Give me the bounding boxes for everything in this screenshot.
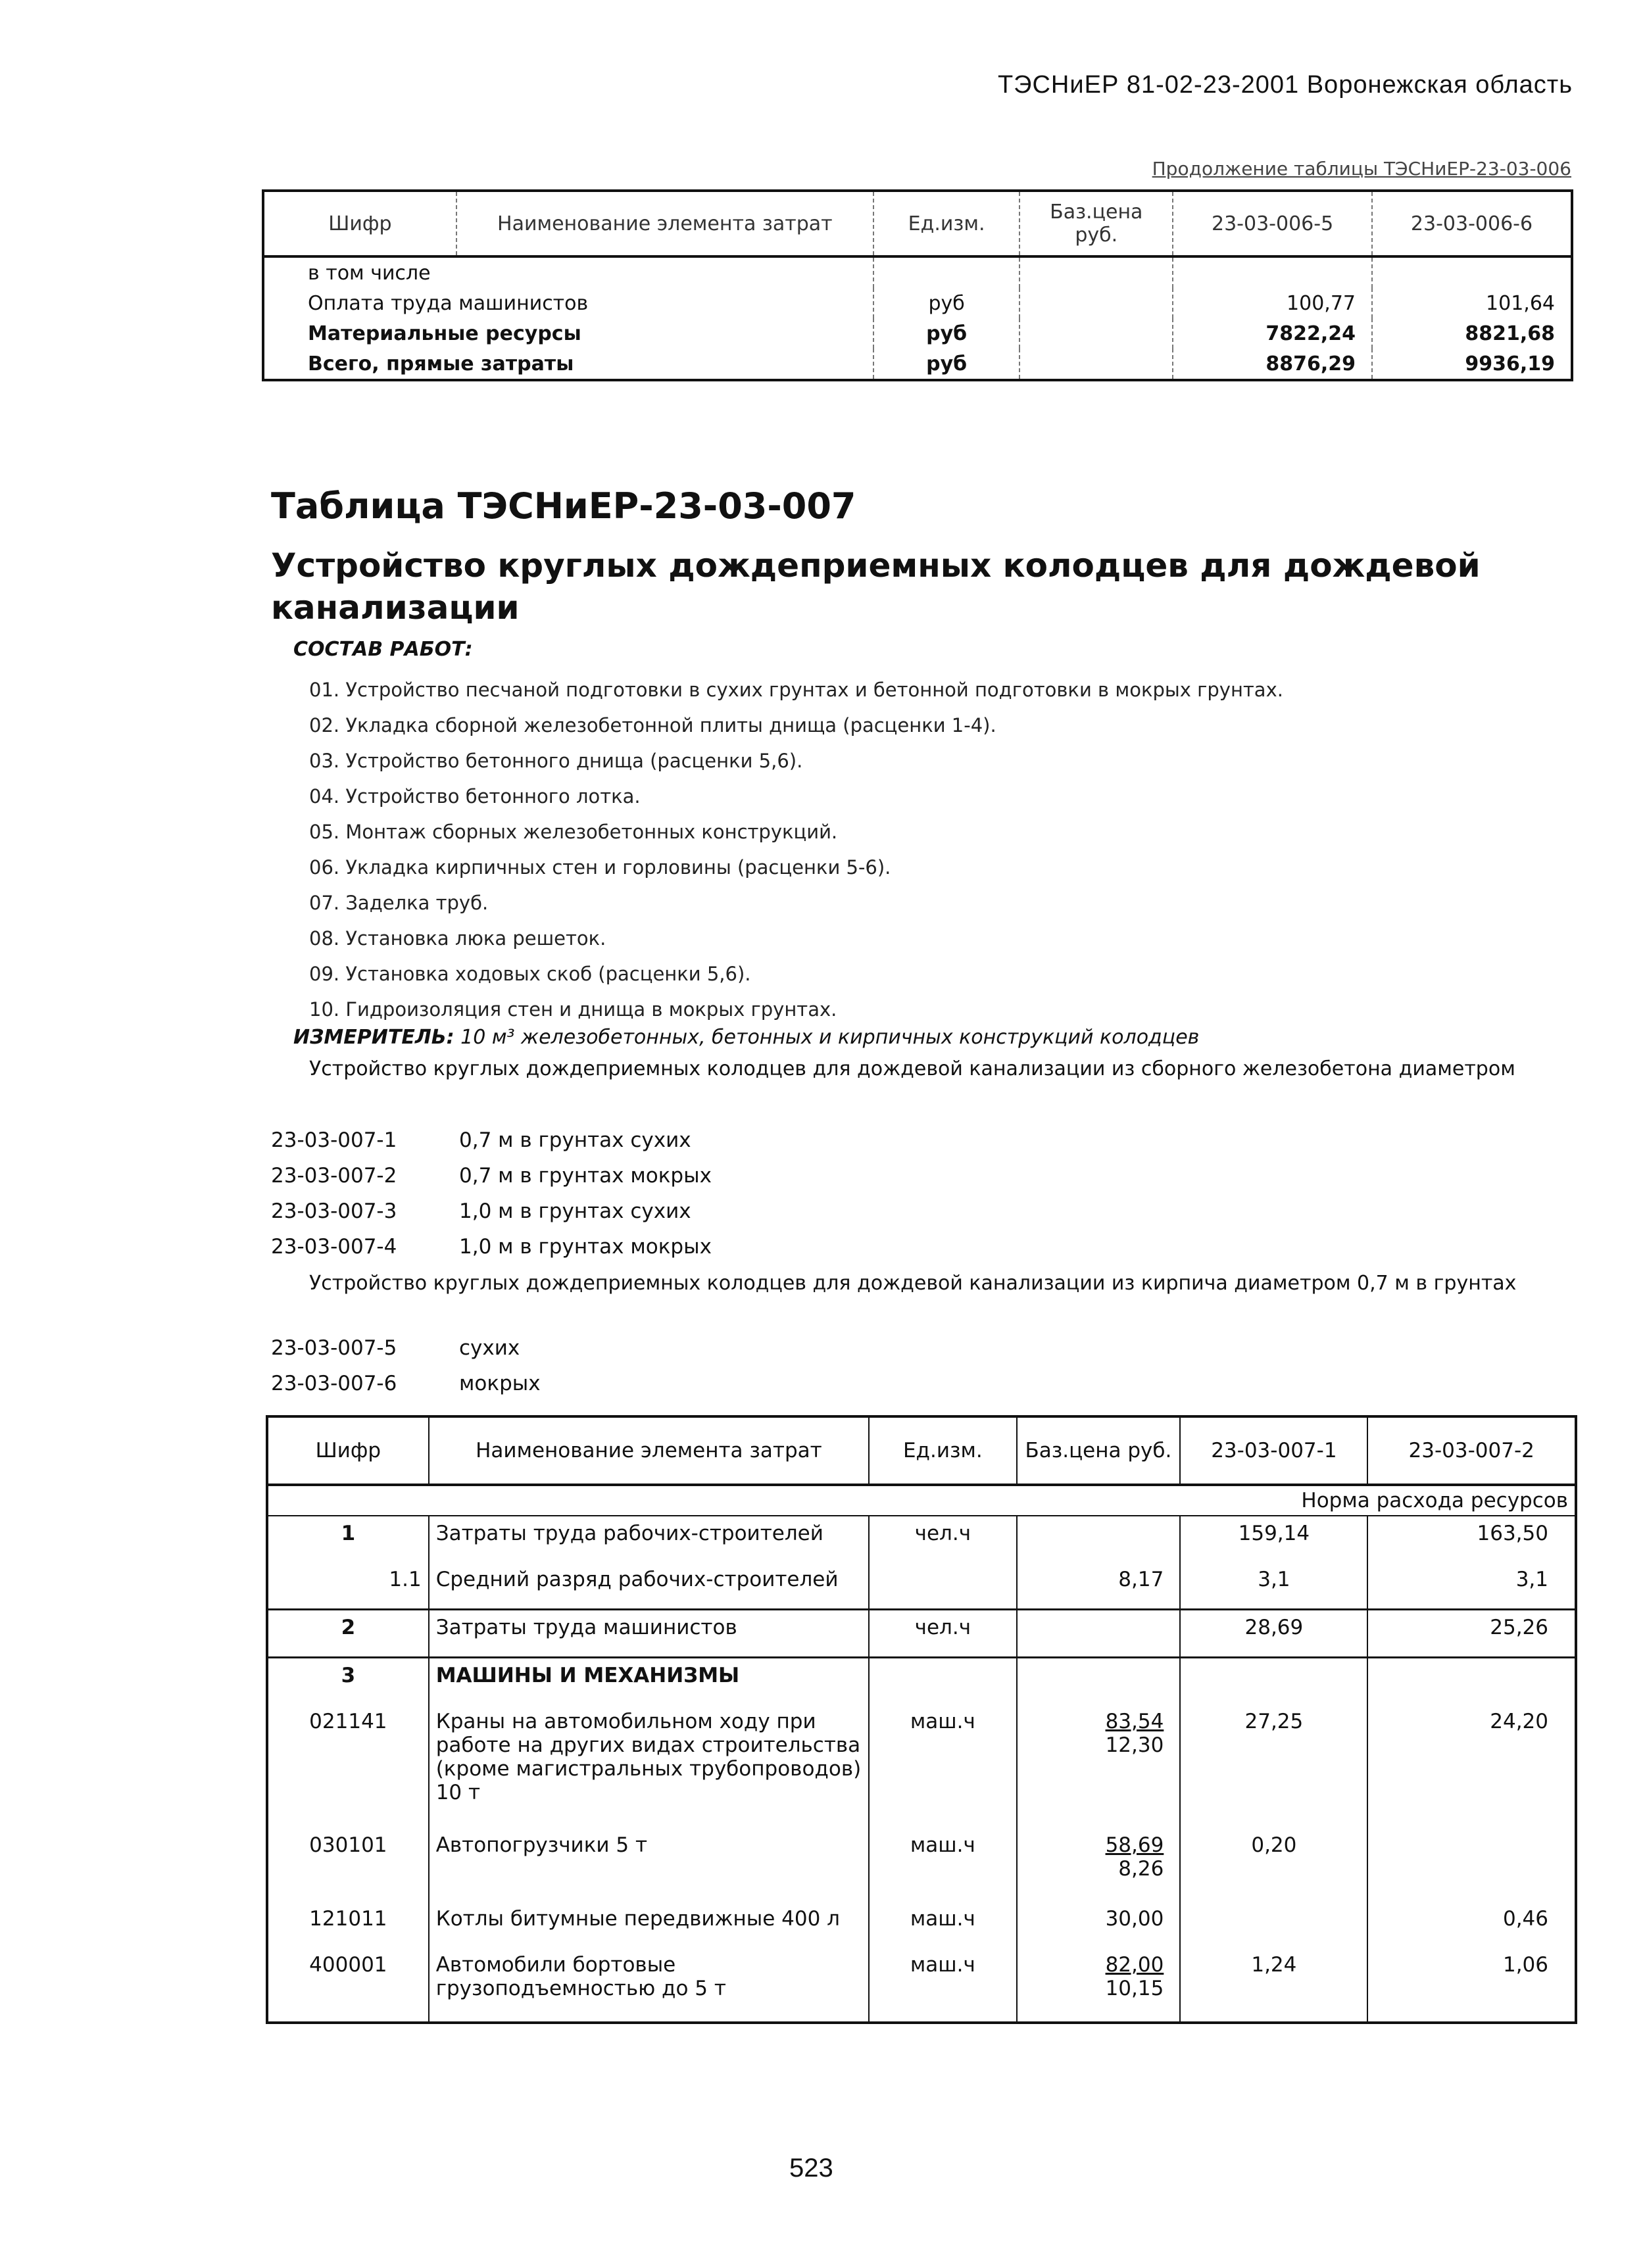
works-list [309, 672, 1283, 1027]
row-value-1: 27,25 [1180, 1704, 1367, 1828]
row-name: МАШИНЫ И МЕХАНИЗМЫ [429, 1658, 869, 1705]
row-value-1: 8876,29 [1173, 349, 1372, 380]
row-unit: руб [873, 288, 1020, 318]
row-value-2: 101,64 [1372, 288, 1572, 318]
row-price-underlined: 58,69 [1105, 1833, 1164, 1857]
row-code: 021141 [309, 1710, 387, 1733]
rate-desc: 1,0 м в грунтах сухих [459, 1199, 691, 1223]
list-item: 02. Укладка сборной железобетонной плиты днища (расценки 1-4). [309, 714, 996, 736]
row-price [1017, 1948, 1181, 2023]
table-row [267, 1562, 1576, 1610]
rate-code: 23-03-007-3 [271, 1199, 397, 1223]
row-code: 3 [341, 1664, 356, 1687]
row-value-2: 0,46 [1367, 1902, 1576, 1948]
norm-subheader-row [267, 1485, 1576, 1516]
table-row [267, 1610, 1576, 1658]
row-code: 121011 [309, 1907, 387, 1931]
measurement-unit [293, 1026, 1199, 1049]
row-unit: руб [873, 318, 1020, 349]
table-row [267, 1948, 1576, 2023]
row-unit [869, 1658, 1016, 1705]
list-item: 01. Устройство песчаной подготовки в сухих грунтах и бетонной подготовки в мокрых грунтах. [309, 679, 1283, 701]
table-row [263, 349, 1572, 380]
row-price [1017, 1828, 1181, 1902]
row-code: 1 [341, 1522, 356, 1545]
col-header-name: Наименование элемента затрат [456, 191, 873, 256]
rate-desc: 0,7 м в грунтах сухих [459, 1128, 691, 1152]
rate-desc: мокрых [459, 1372, 541, 1395]
table-row [267, 1658, 1576, 1705]
row-code: 2 [267, 1610, 429, 1658]
measurement-label: ИЗМЕРИТЕЛЬ: [293, 1026, 454, 1049]
section-table-title: Таблица ТЭСНиЕР-23-03-007 [271, 485, 856, 527]
list-item: 09. Установка ходовых скоб (расценки 5,6). [309, 963, 751, 985]
row-value-2: 24,20 [1367, 1704, 1576, 1828]
row-name: Материальные ресурсы [308, 322, 581, 345]
row-price [1017, 1704, 1181, 1828]
row-unit: маш.ч [869, 1828, 1016, 1902]
measurement-text: 10 м³ железобетонных, бетонных и кирпичных конструкций колодцев [460, 1026, 1200, 1049]
table-header-row [267, 1416, 1576, 1485]
col-header-rate-1: 23-03-007-1 [1180, 1416, 1367, 1485]
row-name: Котлы битумные передвижные 400 л [429, 1902, 869, 1948]
row-unit: маш.ч [869, 1948, 1016, 2023]
col-header-code: Шифр [263, 191, 456, 256]
row-value-1: 0,20 [1180, 1828, 1367, 1902]
col-header-name: Наименование элемента затрат [429, 1416, 869, 1485]
row-unit [869, 1562, 1016, 1610]
list-item: 04. Устройство бетонного лотка. [309, 785, 641, 808]
col-header-base-price: Баз.цена руб. [1019, 191, 1173, 256]
row-price [1017, 1658, 1181, 1705]
row-code: 1.1 [267, 1562, 429, 1610]
row-value-1 [1173, 256, 1372, 288]
row-code: 030101 [309, 1833, 387, 1857]
list-item: 10. Гидроизоляция стен и днища в мокрых грунтах. [309, 998, 837, 1021]
row-price-secondary: 8,26 [1118, 1857, 1164, 1881]
table-row [267, 1516, 1576, 1562]
row-name: Затраты труда рабочих-строителей [429, 1516, 869, 1562]
row-price-secondary: 12,30 [1105, 1733, 1164, 1757]
row-price-underlined: 82,00 [1105, 1953, 1164, 1977]
list-item: 05. Монтаж сборных железобетонных конструкций. [309, 821, 838, 843]
row-price [1017, 1516, 1181, 1562]
group-intro-concrete: Устройство круглых дождеприемных колодцев для дождевой канализации из сборного железобетона диаметром [309, 1057, 1515, 1080]
row-value-1: 100,77 [1173, 288, 1372, 318]
row-price [1019, 256, 1173, 288]
group-intro-brick: Устройство круглых дождеприемных колодцев для дождевой канализации из кирпича диаметром 0,7 м в грунтах [309, 1272, 1517, 1295]
row-name: в том числе [308, 261, 431, 285]
row-name: Всего, прямые затраты [308, 352, 574, 375]
col-header-rate-1: 23-03-006-5 [1173, 191, 1372, 256]
row-value-2: 3,1 [1367, 1562, 1576, 1610]
continued-cost-table [262, 189, 1573, 381]
row-value-2 [1367, 1828, 1576, 1902]
page-number: 523 [789, 2154, 833, 2183]
works-heading: СОСТАВ РАБОТ: [293, 638, 473, 661]
row-name: Краны на автомобильном ходу при работе на других видах строительства (кроме магистральных трубопроводов) 10 т [429, 1704, 869, 1828]
table-header-row [263, 191, 1572, 256]
row-value-1: 1,24 [1180, 1948, 1367, 2023]
rate-code: 23-03-007-5 [271, 1336, 397, 1360]
row-price: 8,17 [1017, 1562, 1181, 1610]
col-header-rate-2: 23-03-007-2 [1367, 1416, 1576, 1485]
row-code: 400001 [309, 1953, 387, 1977]
row-value-1: 7822,24 [1173, 318, 1372, 349]
col-header-unit: Ед.изм. [869, 1416, 1016, 1485]
row-unit: чел.ч [869, 1516, 1016, 1562]
row-unit [873, 256, 1020, 288]
table-row [263, 288, 1572, 318]
row-value-1 [1180, 1902, 1367, 1948]
row-value-2 [1367, 1658, 1576, 1705]
row-value-2: 25,26 [1367, 1610, 1576, 1658]
list-item: 08. Установка люка решеток. [309, 927, 606, 950]
row-value-2: 1,06 [1367, 1948, 1576, 2023]
row-name: Затраты труда машинистов [429, 1610, 869, 1658]
row-price-secondary: 10,15 [1105, 1977, 1164, 2000]
row-unit: чел.ч [869, 1610, 1016, 1658]
row-value-2 [1372, 256, 1572, 288]
row-price [1017, 1610, 1181, 1658]
rate-desc: сухих [459, 1336, 520, 1360]
row-price [1019, 349, 1173, 380]
table-row [267, 1902, 1576, 1948]
col-header-base-price: Баз.цена руб. [1017, 1416, 1181, 1485]
table-row [263, 256, 1572, 288]
list-item: 03. Устройство бетонного днища (расценки 5,6). [309, 750, 803, 772]
row-value-1 [1180, 1658, 1367, 1705]
row-name: Средний разряд рабочих-строителей [429, 1562, 869, 1610]
row-value-1: 159,14 [1180, 1516, 1367, 1562]
rate-code: 23-03-007-6 [271, 1372, 397, 1395]
row-unit: маш.ч [869, 1902, 1016, 1948]
row-price [1019, 318, 1173, 349]
list-item: 06. Укладка кирпичных стен и горловины (расценки 5-6). [309, 856, 891, 879]
row-price: 30,00 [1017, 1902, 1181, 1948]
section-subtitle: Устройство круглых дождеприемных колодцев для дождевой канализации [271, 546, 1481, 627]
col-header-code: Шифр [267, 1416, 429, 1485]
list-item: 07. Заделка труб. [309, 892, 489, 914]
rate-code: 23-03-007-1 [271, 1128, 397, 1152]
row-name: Автомобили бортовые грузоподъемностью до 5 т [429, 1948, 869, 2023]
table-row [267, 1828, 1576, 1902]
row-value-2: 8821,68 [1372, 318, 1572, 349]
rate-desc: 1,0 м в грунтах мокрых [459, 1235, 712, 1259]
row-name: Автопогрузчики 5 т [429, 1828, 869, 1902]
page-header-title: ТЭСНиЕР 81-02-23-2001 Воронежская область [997, 71, 1573, 99]
col-header-unit: Ед.изм. [873, 191, 1020, 256]
table-continuation-caption: Продолжение таблицы ТЭСНиЕР-23-03-006 [1152, 158, 1571, 180]
row-unit: руб [873, 349, 1020, 380]
row-price-underlined: 83,54 [1105, 1710, 1164, 1733]
row-price [1019, 288, 1173, 318]
norm-subheader: Норма расхода ресурсов [267, 1485, 1576, 1516]
rate-code: 23-03-007-2 [271, 1164, 397, 1188]
row-unit: маш.ч [869, 1704, 1016, 1828]
row-value-2: 163,50 [1367, 1516, 1576, 1562]
row-value-2: 9936,19 [1372, 349, 1572, 380]
resource-norms-table [266, 1415, 1577, 2024]
rate-code: 23-03-007-4 [271, 1235, 397, 1259]
row-name: Оплата труда машинистов [308, 291, 589, 315]
table-row [267, 1704, 1576, 1828]
col-header-rate-2: 23-03-006-6 [1372, 191, 1572, 256]
rate-desc: 0,7 м в грунтах мокрых [459, 1164, 712, 1188]
row-value-1: 28,69 [1180, 1610, 1367, 1658]
table-row [263, 318, 1572, 349]
row-value-1: 3,1 [1180, 1562, 1367, 1610]
